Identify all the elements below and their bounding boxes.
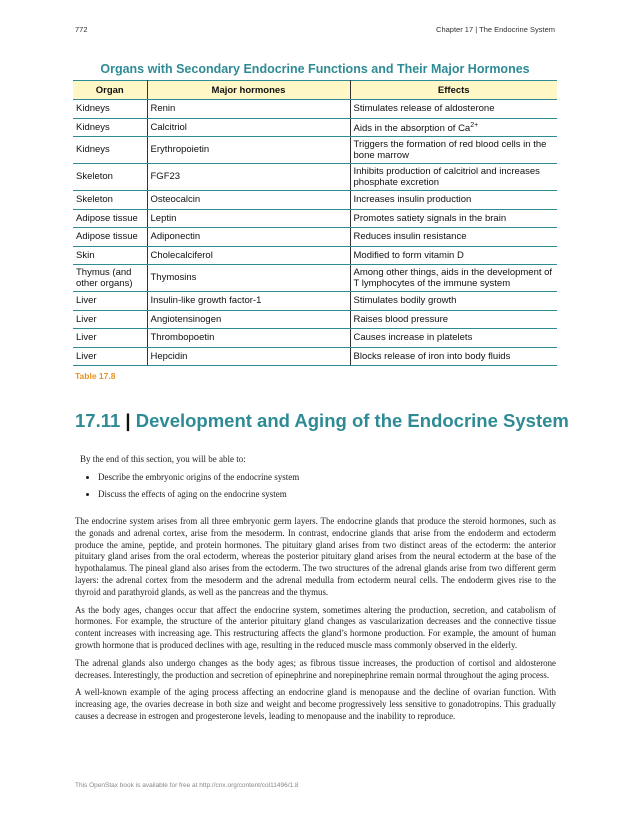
table-title: Organs with Secondary Endocrine Functions and Their Major Hormones xyxy=(100,62,530,76)
effect-cell: Stimulates bodily growth xyxy=(350,292,557,311)
effect-cell: Blocks release of iron into body fluids xyxy=(350,347,557,366)
effect-text: Aids in the absorption of Ca xyxy=(353,123,471,135)
effect-superscript: 2+ xyxy=(470,121,479,129)
hormone-cell: Calcitriol xyxy=(147,118,350,137)
table-header-row xyxy=(73,81,557,100)
table-row xyxy=(73,265,557,292)
objectives-intro: By the end of this section, you will be able to: xyxy=(80,454,246,464)
effect-cell: Reduces insulin resistance xyxy=(350,228,557,247)
organ-cell: Kidneys xyxy=(73,137,147,164)
column-header-hormones: Major hormones xyxy=(147,81,350,100)
table-caption: Table 17.8 xyxy=(75,371,116,381)
objective-item: • Describe the embryonic origins of the endocrine system xyxy=(98,472,550,482)
paragraph: As the body ages, changes occur that affect the endocrine system, sometimes altering the production, secretion, and catabolism of hormones. For example, the structure of the anterior pituitary gland changes as vascularization decreases and the connective tissue content increases with increasing age. This restructuring affects the gland’s hormone production. For example, the amount of human growth hormone that is produced declines with age, resulting in the reduced muscle mass commonly observed in the elderly. xyxy=(75,604,556,650)
effect-cell: Inhibits production of calcitriol and increases phosphate excretion xyxy=(350,164,557,191)
table-row xyxy=(73,228,557,247)
table-row xyxy=(73,191,557,210)
objective-item: • Discuss the effects of aging on the endocrine system xyxy=(98,489,550,499)
table-row xyxy=(73,118,557,137)
organ-cell: Liver xyxy=(73,347,147,366)
paragraph: The adrenal glands also undergo changes as the body ages; as fibrous tissue increases, the production of cortisol and aldosterone decreases. Interestingly, the production and secretion of epinephrine and norepinephrine remain normal throughout the aging process. xyxy=(75,657,556,680)
table-row xyxy=(73,329,557,348)
organ-cell: Skeleton xyxy=(73,164,147,191)
effect-cell: Triggers the formation of red blood cells in the bone marrow xyxy=(350,137,557,164)
organ-cell: Skin xyxy=(73,246,147,265)
effect-cell: Stimulates release of aldosterone xyxy=(350,100,557,119)
organ-cell: Liver xyxy=(73,329,147,348)
section-title: Development and Aging of the Endocrine System xyxy=(135,410,569,431)
hormone-cell: Leptin xyxy=(147,209,350,228)
table-row xyxy=(73,100,557,119)
paragraph: A well-known example of the aging process affecting an endocrine gland is menopause and the decline of ovarian function. With increasing age, the ovaries decrease in both size and weight and become progressively less sensitive to gonadotropins. This gradually causes a decrease in estrogen and progesterone levels, leading to menopause and the inability to reproduce. xyxy=(75,687,556,721)
table-row xyxy=(73,246,557,265)
organ-cell: Liver xyxy=(73,310,147,329)
table-row xyxy=(73,347,557,366)
effect-cell: Among other things, aids in the development of T lymphocytes of the immune system xyxy=(350,265,557,292)
organ-cell: Adipose tissue xyxy=(73,209,147,228)
hormone-cell: Thymosins xyxy=(147,265,350,292)
column-header-effects: Effects xyxy=(350,81,557,100)
page-number: 772 xyxy=(75,25,88,34)
organ-cell: Skeleton xyxy=(73,191,147,210)
organ-cell: Kidneys xyxy=(73,100,147,119)
learning-objectives xyxy=(80,454,550,506)
organ-cell: Kidneys xyxy=(73,118,147,137)
hormone-cell: Hepcidin xyxy=(147,347,350,366)
table-row xyxy=(73,292,557,311)
table-row xyxy=(73,209,557,228)
paragraph: The endocrine system arises from all three embryonic germ layers. The endocrine glands that produce the steroid hormones, such as the gonads and adrenal cortex, arise from the mesoderm. In contrast, endocrine glands that arise from the endoderm and ectoderm produce the amine, peptide, and protein hormones. The pituitary gland arises from two distinct areas of the ectoderm: the anterior pituitary gland arises from the oral ectoderm, whereas the posterior pituitary gland arises from the neural ectoderm at the base of the hypothalamus. The pineal gland also arises from the ectoderm. The two structures of the adrenal glands arise from two different germ layers: the adrenal cortex from the mesoderm and the adrenal medulla from ectoderm neural cells. The endoderm gives rise to the thyroid and parathyroid glands, as well as the pancreas and the thymus. xyxy=(75,516,556,597)
hormones-table xyxy=(73,80,557,366)
hormone-cell: FGF23 xyxy=(147,164,350,191)
effect-cell: Increases insulin production xyxy=(350,191,557,210)
section-separator: | xyxy=(125,410,131,431)
body-text xyxy=(75,516,556,729)
effect-cell: Modified to form vitamin D xyxy=(350,246,557,265)
hormone-cell: Erythropoietin xyxy=(147,137,350,164)
hormone-cell: Angiotensinogen xyxy=(147,310,350,329)
organ-cell: Thymus (and other organs) xyxy=(73,265,147,292)
hormone-cell: Adiponectin xyxy=(147,228,350,247)
hormone-cell: Insulin-like growth factor-1 xyxy=(147,292,350,311)
column-header-organ: Organ xyxy=(73,81,147,100)
effect-cell xyxy=(350,118,557,137)
effect-cell: Causes increase in platelets xyxy=(350,329,557,348)
hormone-cell: Thrombopoetin xyxy=(147,329,350,348)
section-heading xyxy=(75,410,569,432)
hormone-cell: Osteocalcin xyxy=(147,191,350,210)
objectives-list xyxy=(80,472,550,499)
effect-cell: Promotes satiety signals in the brain xyxy=(350,209,557,228)
hormone-cell: Cholecalciferol xyxy=(147,246,350,265)
effect-cell: Raises blood pressure xyxy=(350,310,557,329)
hormone-cell: Renin xyxy=(147,100,350,119)
organ-cell: Liver xyxy=(73,292,147,311)
section-number: 17.11 xyxy=(75,410,121,431)
organ-cell: Adipose tissue xyxy=(73,228,147,247)
table-row xyxy=(73,310,557,329)
chapter-title: Chapter 17 | The Endocrine System xyxy=(436,25,555,34)
page-header xyxy=(75,25,555,37)
page-footer: This OpenStax book is available for free at http://cnx.org/content/col11496/1.8 xyxy=(75,782,299,789)
table-row xyxy=(73,164,557,191)
table-row xyxy=(73,137,557,164)
